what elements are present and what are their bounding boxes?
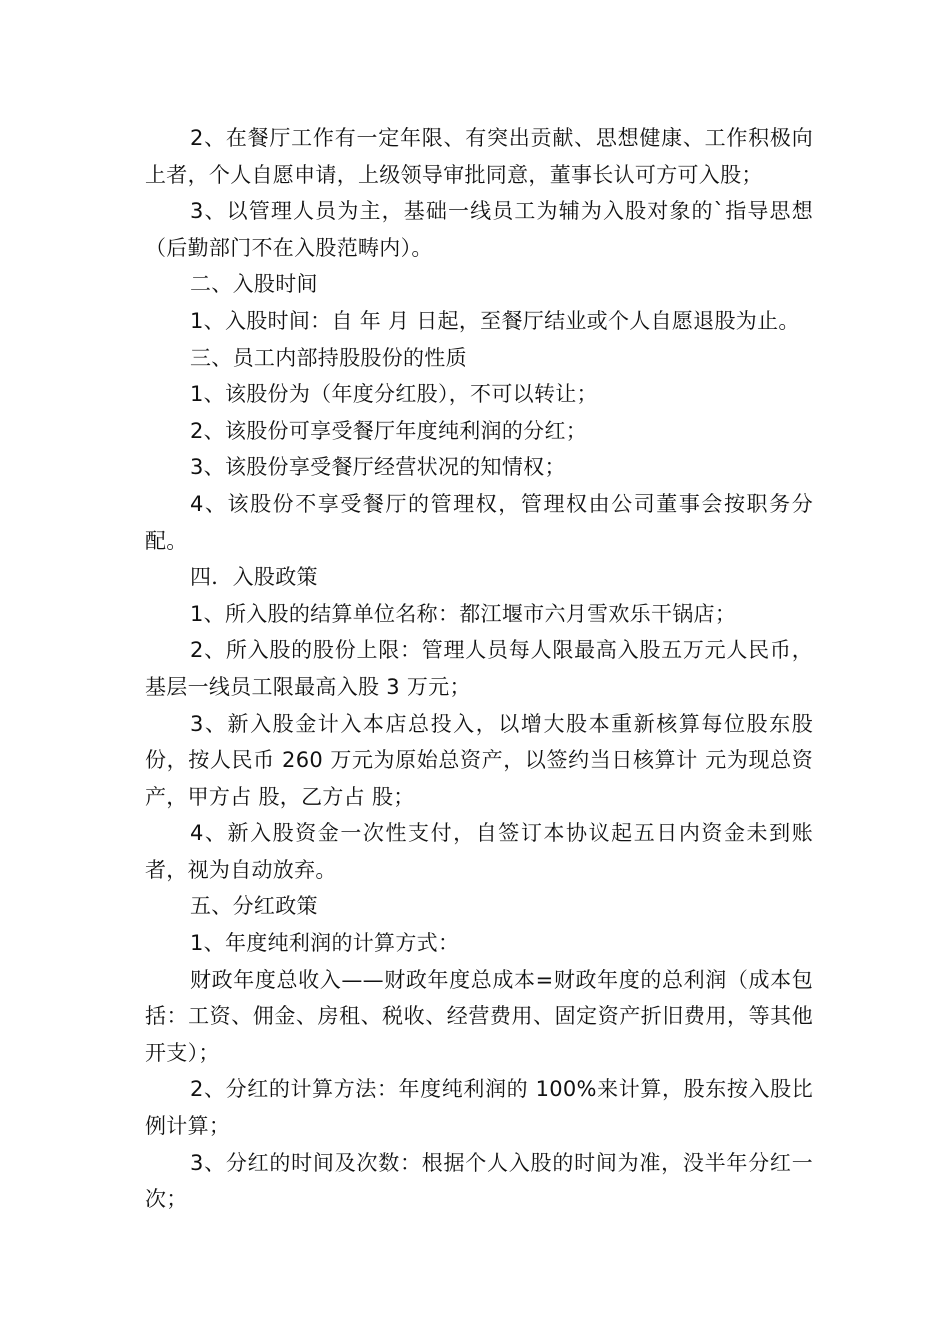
paragraph-share-nature-1: 1、该股份为（年度分红股），不可以转让；: [190, 382, 598, 407]
paragraph-share-policy-3: 3、新入股金计入本店总投入，以增大股本重新核算每位股东股份，按人民币 260 万元为原始总资产，以签约当日核算计 元为现总资产，甲方占 股，乙方占 股；: [145, 711, 813, 809]
paragraph-eligibility-3: 3、以管理人员为主，基础一线员工为辅为入股对象的`指导思想（后勤部门不在入股范畴内）。: [145, 199, 813, 260]
paragraph-share-nature-3: 3、该股份享受餐厅经营状况的知情权；: [190, 455, 566, 480]
section-heading-share-nature: 三、员工内部持股股份的性质: [190, 345, 467, 370]
section-heading-share-time: 二、入股时间: [190, 272, 318, 297]
paragraph-share-policy-4: 4、新入股资金一次性支付，自签订本协议起五日内资金未到账者，视为自动放弃。: [145, 821, 813, 882]
paragraph-dividend-2: 2、分红的计算方法：年度纯利润的 100%来计算，股东按入股比例计算；: [145, 1077, 813, 1139]
paragraph-share-policy-2: 2、所入股的股份上限：管理人员每人限最高入股五万元人民币，基层一线员工限最高入股 3 万元；: [145, 638, 813, 699]
paragraph-share-nature-4: 4、该股份不享受餐厅的管理权，管理权由公司董事会按职务分配。: [145, 491, 813, 553]
paragraph-dividend-3: 3、分红的时间及次数：根据个人入股的时间为准，没半年分红一次；: [145, 1150, 813, 1212]
section-heading-dividend-policy: 五、分红政策: [190, 894, 318, 919]
paragraph-share-nature-2: 2、该股份可享受餐厅年度纯利润的分红；: [190, 418, 588, 443]
paragraph-share-time-1: 1、入股时间：自 年 月 日起，至餐厅结业或个人自愿退股为止。: [190, 308, 800, 333]
paragraph-dividend-formula: 财政年度总收入——财政年度总成本=财政年度的总利润（成本包括：工资、佣金、房租、税收、经营费用、固定资产折旧费用，等其他开支）；: [145, 967, 813, 1065]
document-body: [145, 120, 813, 1218]
section-heading-share-policy: 四．入股政策: [190, 565, 318, 590]
paragraph-share-policy-1: 1、所入股的结算单位名称：都江堰市六月雪欢乐干锅店；: [190, 601, 737, 626]
paragraph-dividend-1: 1、年度纯利润的计算方式：: [190, 931, 460, 956]
paragraph-eligibility-2: 2、在餐厅工作有一定年限、有突出贡献、思想健康、工作积极向上者，个人自愿申请，上级领导审批同意，董事长认可方可入股；: [145, 126, 813, 187]
